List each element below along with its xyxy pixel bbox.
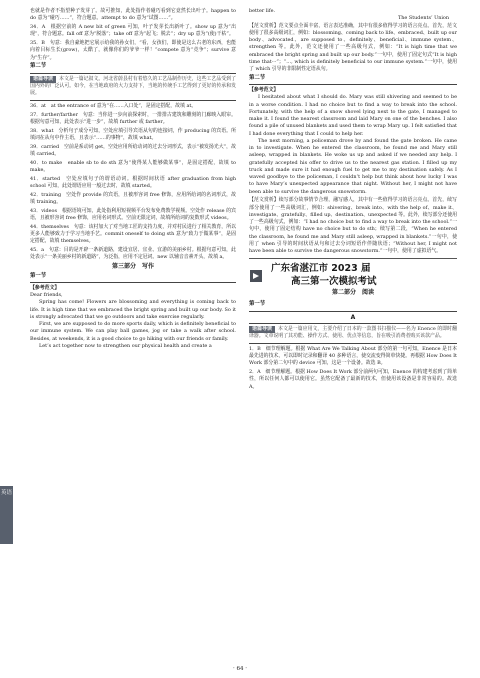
answer-44: 44．themselves 句意：该村加大了对当地工匠的支持力度，并对村民进行了相关教育，所以更多人能够致力于学习当地手艺。commit oneself to doing sth 意为“致力于做某事”，是固定搭配，故填 themselves。 <box>30 223 236 245</box>
divider <box>249 323 457 324</box>
reading-guide-tag: 语篇导读 <box>30 76 56 83</box>
divider <box>30 100 236 101</box>
reading-guide <box>30 76 236 97</box>
page-number: · 64 · <box>233 666 247 672</box>
exam-part-heading: 第二部分 阅读 <box>331 289 374 297</box>
answer-2: 2．A 细节理解题。根据 How Does It Work 部分前两句可知，Enence 的构建考虑到了简单性，所以任何人都可以使用它。虽然它配备了最新的技术，但使用该设备是非常容易的。故选 A。 <box>249 369 457 390</box>
right-column <box>249 8 457 392</box>
answer-35: 35．B 句意：我自豪地把它展示给我的孙女们，“看，女孩们，即使是这么古老的东西，也能向着目标生长(grow)，太酷了，就像你们的爷爷一样！”compete 意为“竞争”；survive 意为“生存”。 <box>30 40 236 61</box>
exam-title-line-1: 广东省湛江市 2023 届 <box>271 263 371 275</box>
reference-essay-label: 【参考范文】 <box>249 87 279 93</box>
answer-45: 45．a 句意：目的是开辟一条新道路，建设宜居、宜业、宜游的美丽乡村。根据句意可知，此处表示“一条美丽乡村的新道路”，为泛指，应用不定冠词。new 以辅音音素开头，故填 a。 <box>30 246 236 261</box>
essay-signature: The Students’ Union <box>397 15 449 22</box>
part-3-heading: 第三部分 写作 <box>111 263 154 271</box>
section-2-heading: 第二节 <box>249 74 266 81</box>
essay-paragraph: Let’s act together now to strengthen our physical health and create a <box>39 342 212 349</box>
story-paragraph: I hesitated about what I should do. Mary was still shivering and seemed to be in a worse condition. I had no choice but to find a way to break into the school. Fortunately, with the help of a snow shovel lying next to the gate, I managed to make it. I found the nearest classroom and laid Mary on one of the benches. I also found a pile of unused blankets and used them to wrap Mary up. I felt satisfied that I had done everything that I could to help her. <box>249 94 457 137</box>
answer-43: 43．videos 根据语境可知，此处指利用短视频平台发布免费教学视频。空处作 release 的宾语，且被形容词 free 修饰，应用名词形式。空前无限定词，故填所给词的复数形式 videos。 <box>30 207 236 221</box>
answer-1: 1．B 细节理解题。根据 What Are We Talking About 部分的第一句可知，Enence 是日本最先进的技术，可以即时记录和翻译 40 多种语言，使交流变得简单快捷。再根据 How Does It Work 部分第二句中的 device 可知，这是一个设备。故选 B。 <box>249 345 457 367</box>
divider <box>249 311 457 312</box>
reference-essay-label: 【参考范文】 <box>30 284 60 291</box>
reading-guide-text: 本文是一篇记叙文。河北省蔚县村有着悠久的工艺品制作历史，这些工艺品受到了国内外的广泛认可。如今，在当地政府的大力支持下，当地的传统手工艺得到了更好的传承和发展。 <box>30 75 236 96</box>
divider <box>30 282 236 283</box>
answer-37: 37．further/farther 句意：当你进一步向前探索时，一排排古建筑和雕刻的门廊映入眼帘。根据句意可知，此处表示“进一步”，故填 further 或 farther。 <box>30 111 236 125</box>
story-paragraph: The next morning, a policeman drove by and found the gate broken. He came in to investigate. When he entered the classroom, he found me and Mary still asleep, wrapped in blankets. He woke us up and asked if we needed any help. I gratefully accepted his offer to drive us to the nearest gas station. I filled up my truck and made sure it had enough fuel to get me to my destination safely. As I waved goodbye to the policeman, I couldn’t help but think about how lucky I was to have Mary’s unexpected appearance that night. Without her, I might not have been able to survive the dangerous snowstorm. <box>249 137 457 195</box>
exam-title-line-2: 高三第一次模拟考试 <box>291 276 377 288</box>
divider <box>249 84 457 85</box>
section-1-heading: 第一节 <box>249 301 266 308</box>
section-2-heading: 第二节 <box>30 63 47 70</box>
exam-title-block <box>249 258 457 299</box>
answer-42: 42．training 空处作 provide 的宾语，且被形容词 free 修饰，应用所给词的名词形式，故填 training。 <box>30 191 236 205</box>
essay-paragraph: better life. <box>249 8 276 14</box>
divider <box>30 73 236 74</box>
section-1-heading: 第一节 <box>30 272 47 279</box>
reading-guide <box>249 326 457 340</box>
answer-paragraph: 也就是作者不指望种子发芽了。故可推知，此处指作者碰巧看到它竟然长出叶子。happen to do 意为“碰巧……”，符合题意。attempt to do 意为“试图……”。 <box>30 8 236 22</box>
reading-guide-text: 本文是一篇应用文，主要介绍了日本的一款图书扫描仪——名为 Enence 的即时翻译器。文章说明了其功能、操作方式、使用、优点等信息，旨在吸引消费者购买该款产品。 <box>249 325 457 339</box>
divider <box>249 343 457 344</box>
bookmark-icon <box>249 269 263 283</box>
answer-39: 39．carried 空前是系动词 get，空处应用所给动词的过去分词形式，表示“被发扬光大”，故填 carried。 <box>30 143 236 157</box>
story-review: 【范文赏析】续写部分故事情节合理，融写感人，其中有一些值得学习的语言亮点。首先，续写部分使用了一些高级词汇，例如：shivering、break into、with the help of、make it、investigate、gratefully、filled up、destination、unexpected 等。此外，续写部分还使用了一些高级句式，例如：“I had no choice but to find a way to break into the school.”一句中，使用了固定结构 have no choice but to do sth；续写第二段，“When he entered the classroom, he found me and Mary still asleep, wrapped in blankets.”一句中，使用了 when 引导的时间状语从句和过去分词短语作伴随状语；“Without her, I might not have been able to survive the dangerous snowstorm.”一句中，使用了虚拟语气。 <box>249 197 457 254</box>
essay-paragraph: Spring has come! Flowers are blossoming and everything is coming back to life. It is high time that we embraced the bright spring and built up our body. So it is strongly advocated that we go outdoors and take exercise regularly. <box>30 299 236 320</box>
answer-36: 36．at at the entrance of 意为“在……入口处”，是固定搭配，故填 at。 <box>30 102 197 109</box>
passage-label: A <box>350 313 356 321</box>
essay-paragraph: First, we are supposed to do more sports daily, which is definitely beneficial to our immune system. We can play ball games, jog or take a walk after school. Besides, at weekends, it is a good choice to go hiking with our friends or family. <box>30 321 236 342</box>
answer-38: 38．what 分析句子成分可知，空处应填引导宾语从句的连接词，作 producing 的宾语。所填词在从句中作主语，且表示“……的事物”，故填 what。 <box>30 127 236 141</box>
reading-guide-tag: 语篇导读 <box>249 326 275 333</box>
answer-40: 40．to make enable sb to do sth 意为“使得某人能够做某事”，是固定搭配，故填 to make。 <box>30 159 236 173</box>
left-column <box>30 8 236 350</box>
subject-side-tab: 英语 <box>0 486 13 544</box>
answer-34: 34．A 根据空前的 A new bit of green 可知，叶子发芽长出新叶了。show up 意为“出现”，符合题意。fall off 意为“脱落”；take off 意为“起飞；脱去”；dry up 意为“(使)干枯”。 <box>30 24 236 38</box>
essay-review: 【范文赏析】范文要点全面丰富，语言表达准确，其中有很多值得学习的语言亮点。首先，范文使用了很多高级词汇，例如：blossoming、coming back to life、embraced、built up our body、advocated、are supposed to、definitely、beneficial、immune system、strengthen 等。此外，范文还使用了一些高级句式，例如：“It is high time that we embraced the bright spring and built up our body.”一句中，使用了固定句式“It is high time that···”；“…, which is definitely beneficial to our immune system.”一句中，使用了 which 引导的非限制性定语从句。 <box>249 22 457 72</box>
essay-salutation: Dear friends, <box>30 292 63 299</box>
answer-41: 41．started 空处应填句子的谓语动词。根据时间状语 after graduation from high school 可知，此处谓语应用一般过去时，故填 started。 <box>30 175 236 189</box>
